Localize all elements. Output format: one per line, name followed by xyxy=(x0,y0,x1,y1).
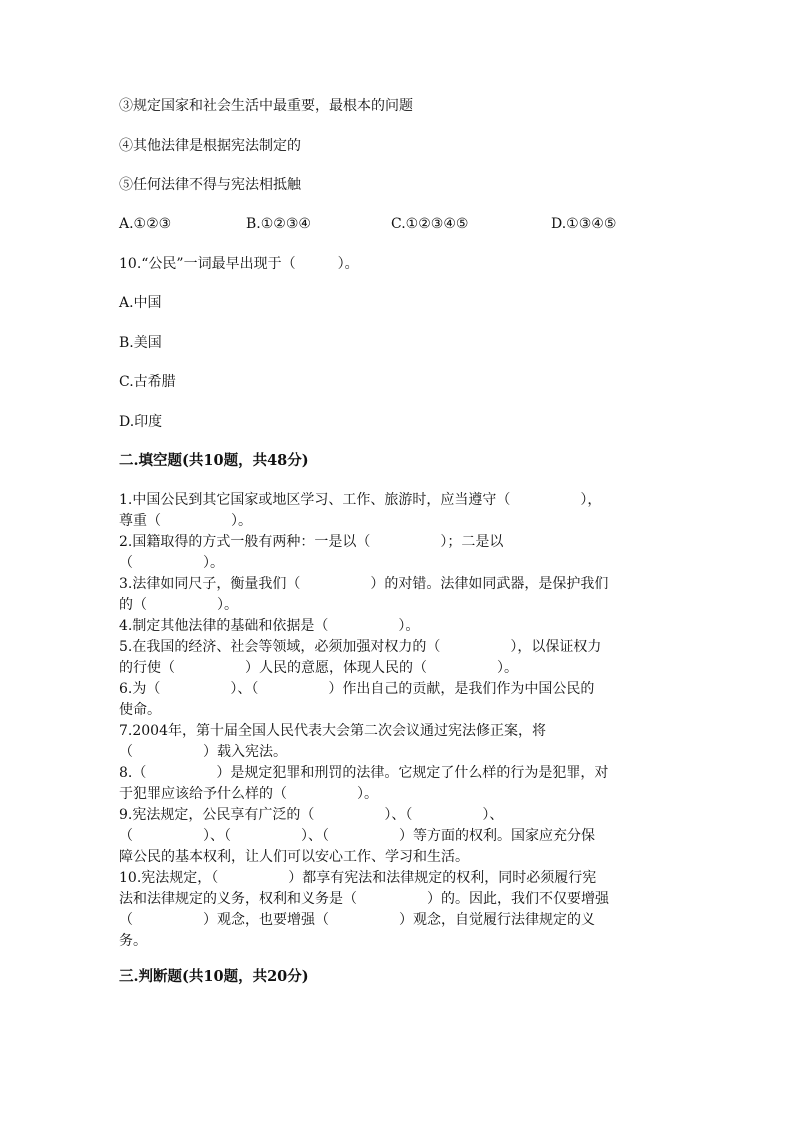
q10-stem: 10.“公民”一词最早出现于（ ）。 xyxy=(119,256,359,272)
q9-option-b: B.①②③④ xyxy=(246,216,311,232)
fill-line: 5.在我国的经济、社会等领域，必须加强对权力的（ ），以保证权力 xyxy=(119,639,602,655)
q10-option-b: B.美国 xyxy=(119,335,162,351)
fill-line: 法和法律规定的义务，权利和义务是（ ）的。因此，我们不仅要增强 xyxy=(119,891,609,907)
fill-line: 9.宪法规定，公民享有广泛的（ ）、（ ）、 xyxy=(119,807,504,823)
q9-item-5: ⑤任何法律不得与宪法相抵触 xyxy=(119,177,301,193)
q10-option-d: D.印度 xyxy=(119,414,163,430)
q10-option-c: C.古希腊 xyxy=(119,374,176,390)
q9-option-c: C.①②③④⑤ xyxy=(391,216,469,232)
section-2-title: 二.填空题(共10题，共48分) xyxy=(119,452,309,469)
fill-line: 于犯罪应该给予什么样的（ ）。 xyxy=(119,786,378,802)
fill-line: 3.法律如同尺子，衡量我们（ ）的对错。法律如同武器，是保护我们 xyxy=(119,576,609,592)
q9-item-3: ③规定国家和社会生活中最重要，最根本的问题 xyxy=(119,98,413,114)
fill-line: （ ）。 xyxy=(119,555,224,571)
fill-line: 2.国籍取得的方式一般有两种：一是以（ ）；二是以 xyxy=(119,534,504,550)
fill-line: 10.宪法规定，（ ）都享有宪法和法律规定的权利，同时必须履行宪 xyxy=(119,870,597,886)
fill-line: 1.中国公民到其它国家或地区学习、工作、旅游时，应当遵守（ ）， xyxy=(119,492,602,508)
fill-line: 使命。 xyxy=(119,702,161,718)
fill-line: 障公民的基本权利，让人们可以安心工作、学习和生活。 xyxy=(119,849,469,865)
q9-option-d: D.①③④⑤ xyxy=(551,216,617,232)
fill-line: 的（ ）。 xyxy=(119,597,238,613)
fill-line: （ ）、（ ）、（ ）等方面的权利。国家应充分保 xyxy=(119,828,595,844)
section-3-title: 三.判断题(共10题，共20分) xyxy=(119,968,309,985)
fill-line: 7.2004年，第十届全国人民代表大会第二次会议通过宪法修正案，将 xyxy=(119,723,546,739)
fill-line: （ ）观念，也要增强（ ）观念，自觉履行法律规定的义 xyxy=(119,912,595,928)
q9-item-4: ④其他法律是根据宪法制定的 xyxy=(119,138,301,154)
fill-line: 8.（ ）是规定犯罪和刑罚的法律。它规定了什么样的行为是犯罪，对 xyxy=(119,765,609,781)
fill-line: 的行使（ ）人民的意愿，体现人民的（ ）。 xyxy=(119,660,518,676)
fill-line: 务。 xyxy=(119,933,147,949)
q9-options xyxy=(119,214,679,234)
fill-line: 尊重（ ）。 xyxy=(119,513,252,529)
q10-option-a: A.中国 xyxy=(119,295,162,311)
q9-option-a: A.①②③ xyxy=(119,216,172,232)
fill-line: 4.制定其他法律的基础和依据是（ ）。 xyxy=(119,618,420,634)
fill-line: 6.为（ ）、（ ）作出自己的贡献，是我们作为中国公民的 xyxy=(119,681,595,697)
fill-line: （ ）载入宪法。 xyxy=(119,744,287,760)
